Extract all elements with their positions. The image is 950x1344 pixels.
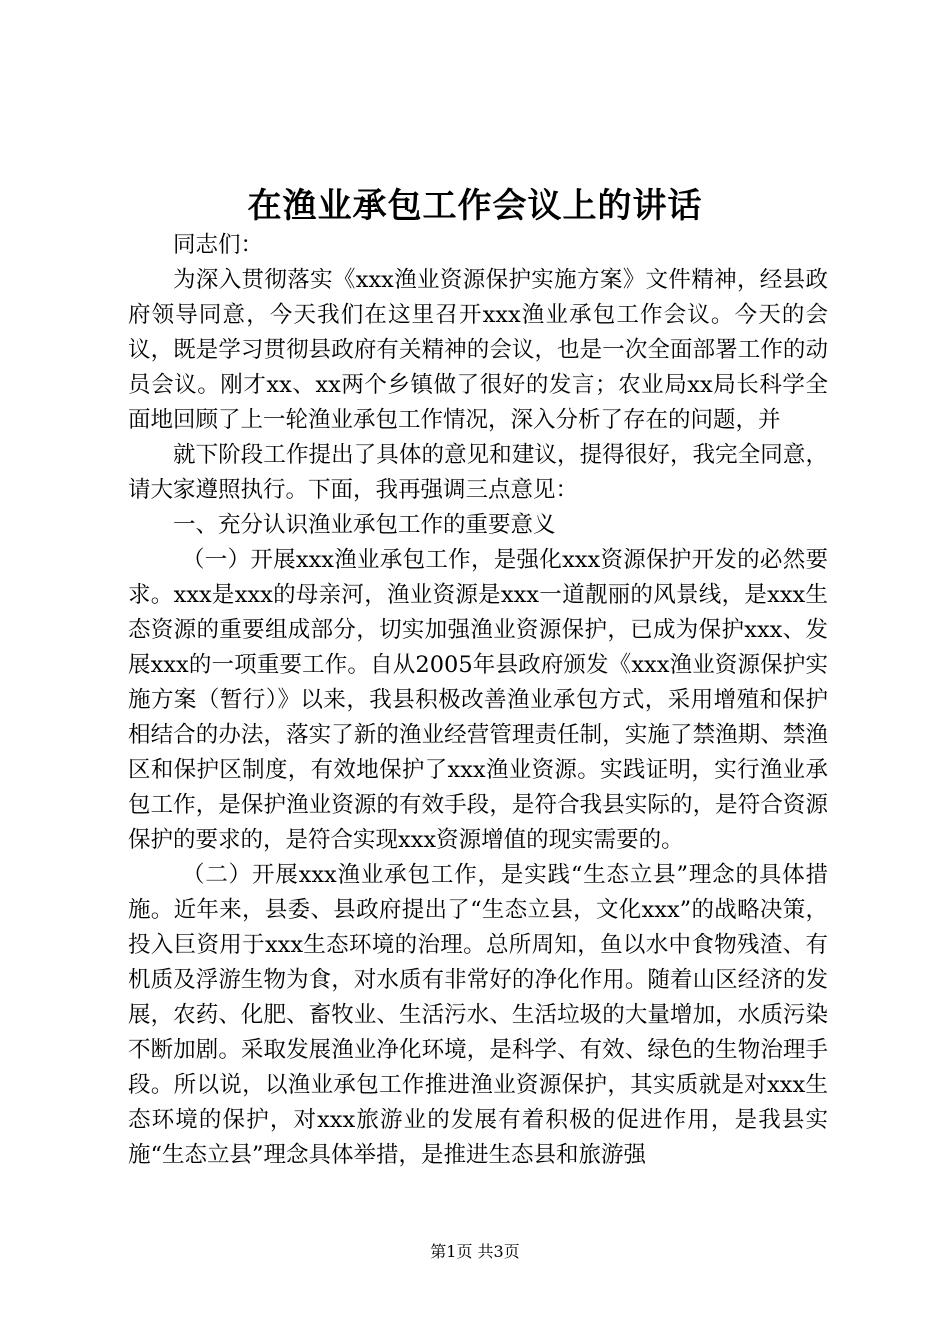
salutation: 同志们： [173, 232, 264, 258]
paragraph-point-1: （一）开展xxx渔业承包工作，是强化xxx资源保护开发的必然要求。xxx是xxx的母亲河，渔业资源是xxx一道靓丽的风景线，是xxx生态资源的重要组成部分，切实加强渔业资源保护，已成为保护xxx、发展xxx的一项重要工作。自从2005年县政府颁发《xxx渔业资源保护实施方案（暂行）》以来，我县积极改善渔业承包方式，采用增殖和保护相结合的办法，落实了新的渔业经营管理责任制，实施了禁渔期、禁渔区和保护区制度，有效地保护了xxx渔业资源。实践证明，实行渔业承包工作，是保护渔业资源的有效手段，是符合我县实际的，是符合资源保护的要求的，是符合实现xxx资源增值的现实需要的。 [128, 547, 828, 853]
page-footer: 第1页 共3页 [430, 1242, 520, 1261]
document-title: 在渔业承包工作会议上的讲话 [247, 186, 703, 226]
paragraph-point-2: （二）开展xxx渔业承包工作，是实践“生态立县”理念的具体措施。近年来，县委、县政府提出了“生态立县，文化xxx”的战略决策，投入巨资用于xxx生态环境的治理。总所周知，鱼以水中食物残渣、有机质及浮游生物为食，对水质有非常好的净化作用。随着山区经济的发展，农药、化肥、畜牧业、生活污水、生活垃圾的大量增加，水质污染不断加剧。采取发展渔业净化环境，是科学、有效、绿色的生物治理手段。所以说，以渔业承包工作推进渔业资源保护，其实质就是对xxx生态环境的保护，对xxx旅游业的发展有着积极的促进作用，是我县实施“生态立县”理念具体举措，是推进生态县和旅游强 [128, 862, 828, 1168]
paragraph-intro: 为深入贯彻落实《xxx渔业资源保护实施方案》文件精神，经县政府领导同意，今天我们在这里召开xxx渔业承包工作会议。今天的会议，既是学习贯彻县政府有关精神的会议，也是一次全面部署工作的动员会议。刚才xx、xx两个乡镇做了很好的发言；农业局xx局长科学全面地回顾了上一轮渔业承包工作情况，深入分析了存在的问题，并 [128, 267, 828, 433]
paragraph-intro-continued: 就下阶段工作提出了具体的意见和建议，提得很好，我完全同意，请大家遵照执行。下面，我再强调三点意见： [128, 442, 828, 503]
section-heading-1: 一、充分认识渔业承包工作的重要意义 [173, 512, 556, 538]
document-body [128, 228, 828, 1173]
